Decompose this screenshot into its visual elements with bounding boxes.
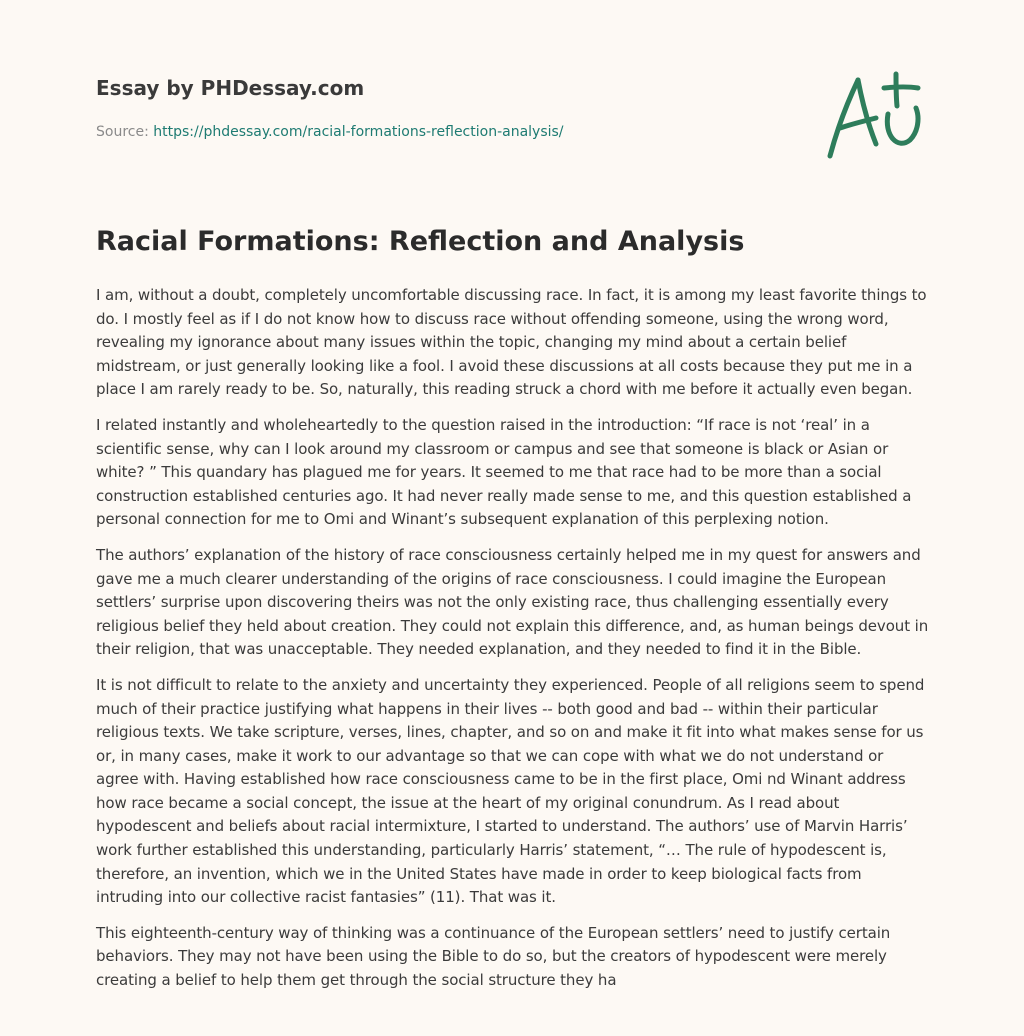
site-title: Essay by PHDessay.com (96, 76, 365, 100)
source-label: Source: (96, 124, 154, 140)
source-link[interactable]: https://phdessay.com/racial-formations-reflection-analysis/ (153, 124, 564, 140)
paragraph: I related instantly and wholeheartedly to the question raised in the introduction: “If race is not ‘real’ in a scientific sense, why can I look around my classroom or campus and see that someone is black or Asian or white? ” This quandary has plagued me for years. It seemed to me that race had to be more than a social construction established centuries ago. It had never really made sense to me, and this question established a personal connection for me to Omi and Winant’s subsequent explanation of this perplexing notion. (96, 415, 912, 529)
paragraph: The authors’ explanation of the history of race consciousness certainly helped me in my quest for answers and gave me a much clearer understanding of the origins of race consciousness. I could imagine the European settlers’ surprise upon discovering theirs was not the only existing race, thus challenging essentially every religious belief they held about creation. They could not explain this difference, and, as human beings devout in their religion, that was unacceptable. They needed explanation, and they needed to find it in the Bible. (96, 545, 929, 659)
paragraph: It is not difficult to relate to the anxiety and uncertainty they experienced. People of all religions seem to spend much of their practice justifying what happens in their lives -- both good and bad -- within their particular religious texts. We take scripture, verses, lines, chapter, and so on and make it fit into what makes sense for us or, in many cases, make it work to our advantage so that we can cope with what we do not understand or agree with. Having established how race consciousness came to be in the first place, Omi nd Winant address how race became a social concept, the issue at the heart of my original conundrum. As I read about hypodescent and beliefs about racial intermixture, I started to understand. The authors’ use of Marvin Harris’ work further established this understanding, particularly Harris’ statement, “… The rule of hypodescent is, therefore, an invention, which we in the United States have made in order to keep biological facts from intruding into our collective racist fantasies” (11). That was it. (96, 675, 925, 907)
a-plus-logo-icon (818, 66, 930, 166)
essay-title: Racial Formations: Reflection and Analysis (96, 226, 745, 257)
essay-body (96, 284, 930, 1005)
source-line (96, 124, 564, 140)
paragraph: This eighteenth-century way of thinking was a continuance of the European settlers’ need to justify certain behaviors. They may not have been using the Bible to do so, but the creators of hypodescent were merely creating a belief to help them get through the social structure they ha (96, 923, 891, 990)
paragraph: I am, without a doubt, completely uncomfortable discussing race. In fact, it is among my least favorite things to do. I mostly feel as if I do not know how to discuss race without offending someone, using the wrong word, revealing my ignorance about many issues within the topic, changing my mind about a certain belief midstream, or just generally looking like a fool. I avoid these discussions at all costs because they put me in a place I am rarely ready to be. So, naturally, this reading struck a chord with me before it actually even began. (96, 286, 927, 399)
